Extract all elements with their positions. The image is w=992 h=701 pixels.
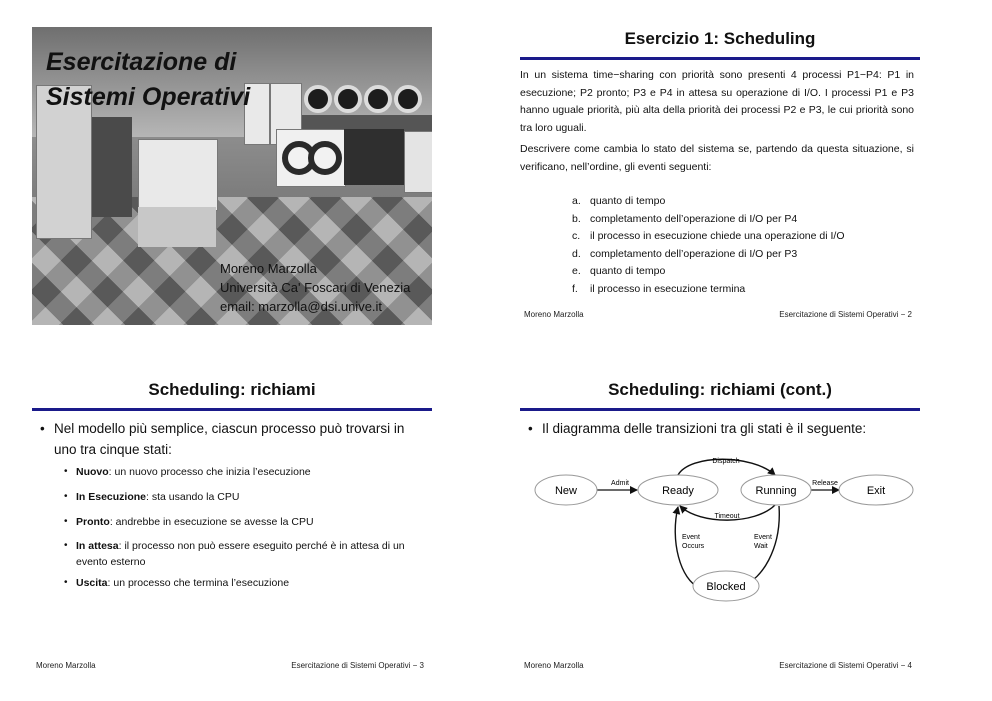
state-item-in-attesa: • In attesa: il processo non può essere eseguito perché è in attesa di un evento esterno <box>64 540 405 568</box>
title-rule <box>32 408 432 411</box>
edge-label-event-wait-1: Event <box>754 534 772 541</box>
edge-label-event-wait-2: Wait <box>754 543 768 550</box>
bullet-dot-icon: • <box>40 421 45 436</box>
edge-label-timeout: Timeout <box>714 513 740 520</box>
main-bullet: • Il diagramma delle transizioni tra gli stati è il seguente: <box>528 418 918 439</box>
footer-author: Moreno Marzolla <box>524 661 584 670</box>
list-item: b. completamento dell’operazione di I/O per P4 <box>572 212 798 225</box>
slide-exercise-1 <box>520 27 920 332</box>
state-item-in-esecuzione: • In Esecuzione: sta usando la CPU <box>64 491 240 503</box>
list-item: c. il processo in esecuzione chiede una operazione di I/O <box>572 230 845 242</box>
slide-title: Scheduling: richiami (cont.) <box>608 380 832 399</box>
edge-label-release: Release <box>812 480 838 487</box>
node-label-exit: Exit <box>866 485 886 497</box>
events-list <box>572 193 845 298</box>
edge-label-admit: Admit <box>611 480 629 487</box>
main-bullet: • Nel modello più semplice, ciascun processo può trovarsi in uno tra cinque stati: <box>40 418 430 460</box>
slide-title: Scheduling: richiami <box>148 380 316 399</box>
node-label-ready: Ready <box>662 485 694 497</box>
bullet-dot-icon: • <box>64 491 68 502</box>
bullet-dot-icon: • <box>64 540 68 551</box>
footer-page: Esercitazione di Sistemi Operativi − 3 <box>291 661 424 670</box>
title-rule <box>520 57 920 60</box>
task-statement: Descrivere come cambia lo stato del sistema se, partendo da questa situazione, si verificano, nell’ordine, gli eventi seguenti: <box>520 143 914 173</box>
slide-title: Esercizio 1: Scheduling <box>624 29 816 48</box>
slide-state-diagram <box>520 378 920 683</box>
presentation-title <box>46 45 250 115</box>
list-item: d. completamento dell’operazione di I/O per P3 <box>572 247 798 260</box>
list-item: a. quanto di tempo <box>572 195 666 207</box>
bullet-dot-icon: • <box>64 577 68 588</box>
title-line-1: Esercitazione di <box>46 48 237 76</box>
slide-scheduling-recap <box>32 378 432 683</box>
node-label-blocked: Blocked <box>706 581 746 593</box>
author-block <box>220 259 410 316</box>
state-item-uscita: • Uscita: un processo che termina l’esecuzione <box>64 577 290 589</box>
footer-author: Moreno Marzolla <box>524 310 584 319</box>
list-item: f. il processo in esecuzione termina <box>572 282 746 295</box>
slide-title <box>32 27 432 332</box>
edge-label-event-occurs-1: Event <box>682 534 700 541</box>
bullet-dot-icon: • <box>528 421 533 436</box>
author-name: Moreno Marzolla <box>220 261 317 276</box>
node-label-running: Running <box>755 485 797 497</box>
state-item-nuovo: • Nuovo: un nuovo processo che inizia l’esecuzione <box>64 466 311 478</box>
title-line-2: Sistemi Operativi <box>46 83 251 111</box>
author-affiliation: Università Ca' Foscari di Venezia <box>220 280 411 295</box>
node-label-new: New <box>554 485 578 497</box>
footer-page: Esercitazione di Sistemi Operativi − 2 <box>779 310 912 319</box>
footer-page: Esercitazione di Sistemi Operativi − 4 <box>779 661 912 670</box>
edge-label-dispatch: Dispatch <box>712 458 740 465</box>
problem-statement: In un sistema time−sharing con priorità sono presenti 4 processi P1−P4: P1 in esecuzione; P2 pronto; P3 e P4 in attesa su operazione di I/O. I processi P1 e P3 hanno uguale priorità, più alta della priorità dei processi P2 e P3, le cui priorità sono tra loro uguali. <box>520 69 914 134</box>
author-email: email: marzolla@dsi.unive.it <box>220 299 383 314</box>
footer-author: Moreno Marzolla <box>36 661 96 670</box>
bullet-dot-icon: • <box>64 516 68 527</box>
state-item-pronto: • Pronto: andrebbe in esecuzione se avesse la CPU <box>64 516 314 528</box>
state-transition-diagram <box>520 440 920 616</box>
list-item: e. quanto di tempo <box>572 265 666 277</box>
edge-label-event-occurs-2: Occurs <box>682 543 705 550</box>
title-rule <box>520 408 920 411</box>
bullet-dot-icon: • <box>64 466 68 477</box>
